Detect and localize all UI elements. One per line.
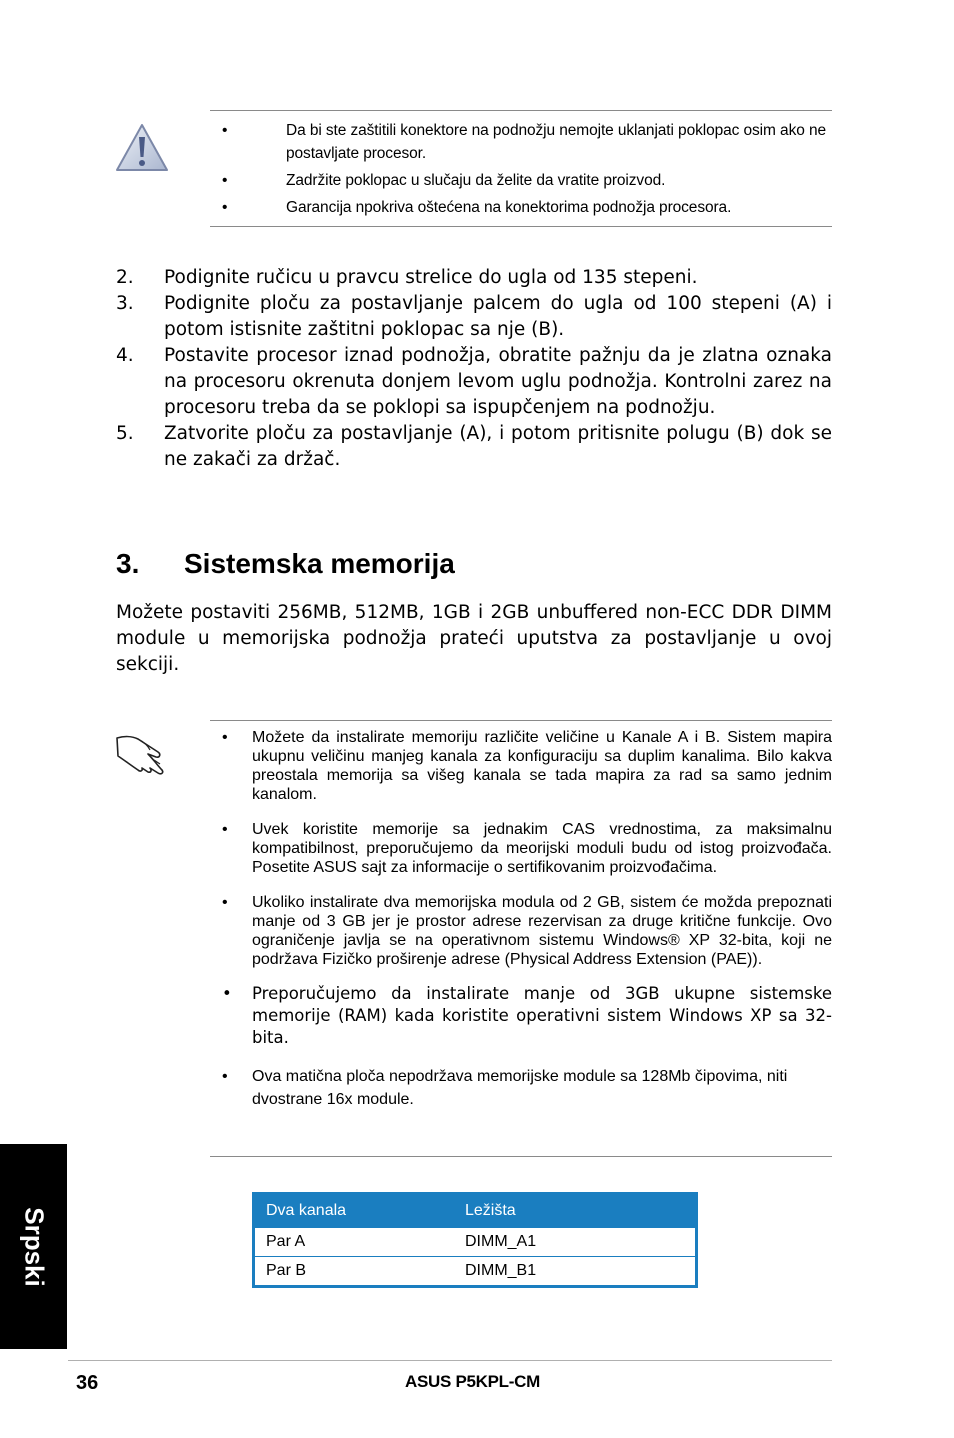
step-item: 3. Podignite ploču za postavljanje palcem do ugla od 100 stepeni (A) i potom istisnite zaštitni poklopac sa nje (B). — [116, 293, 832, 340]
table-cell: Par A — [266, 1233, 306, 1250]
caution-item: • Garancija npokriva oštećena na konektorima podnožja procesora. — [222, 199, 732, 216]
table-row — [255, 1256, 695, 1285]
note-bottom-rule — [210, 1156, 832, 1157]
table-header-cell: Dva kanala — [266, 1202, 347, 1219]
warning-triangle-icon — [114, 122, 170, 178]
caution-top-rule — [210, 110, 832, 111]
note-item: • Preporučujemo da instalirate manje od 3GB ukupne sistemske memorije (RAM) kada koristite operativni sistem Windows XP sa 32-bita. — [222, 984, 832, 1047]
note-item: • Ova matična ploča nepodržava memorijske module sa 128Mb čipovima, niti dvostrane 16x module. — [222, 1068, 788, 1108]
table-cell: DIMM_A1 — [465, 1233, 537, 1250]
language-label: Srpski — [19, 1206, 49, 1287]
footer-title: ASUS P5KPL-CM — [405, 1372, 540, 1391]
table-row — [255, 1227, 695, 1256]
section-title: Sistemska memorija — [184, 548, 455, 579]
step-item: 2. Podignite ručicu u pravcu strelice do ugla od 135 stepeni. — [116, 267, 698, 288]
hand-note-icon — [114, 730, 174, 780]
channel-slot-table — [252, 1192, 698, 1288]
note-item: • Možete da instalirate memoriju različite veličine u Kanale A i B. Sistem mapira ukupnu veličinu manjeg kanala za konfiguraciju sa duplim kanalima. Bilo kakva preostala memorija sa višeg kanala se tada mapira za rad sa samo jednim kanalom. — [222, 729, 832, 803]
note-top-rule — [210, 720, 832, 721]
note-item: • Ukoliko instalirate dva memorijska modula od 2 GB, sistem će možda prepoznati manje od 3 GB jer je prostor adrese rezervisan za druge kritične funkcije. Ovo ograničenje javlja se na operativnom sistemu Windows® XP 32-bita, koji ne podržava Fizičko proširenje adrese (Physical Address Extension (PAE)). — [222, 894, 832, 968]
note-list — [216, 728, 832, 1125]
footer-rule — [68, 1360, 832, 1361]
section-number: 3. — [116, 548, 140, 579]
caution-item: • Zadržite poklopac u slučaju da želite da vratite proizvod. — [222, 172, 666, 189]
caution-bottom-rule — [210, 226, 832, 227]
step-item: 4. Postavite procesor iznad podnožja, obratite pažnju da je zlatna oznaka na procesoru okrenuta donjem levom uglu podnožja. Kontrolni zarez na procesoru treba da se poklopi sa ispupčenjem na podnožju. — [116, 345, 832, 418]
caution-list — [216, 119, 832, 223]
language-side-tab — [0, 1144, 67, 1349]
table-cell: Par B — [266, 1262, 307, 1279]
table-header — [255, 1195, 695, 1227]
caution-item: • Da bi ste zaštitili konektore na podnožju nemojte uklanjati poklopac osim ako ne postavljate procesor. — [222, 122, 826, 162]
intro-paragraph: Možete postaviti 256MB, 512MB, 1GB i 2GB unbuffered non-ECC DDR DIMM module u memorijska podnožja prateći uputstva za postavljanje u ovoj sekciji. — [116, 602, 832, 675]
table-header-cell: Ležišta — [465, 1202, 516, 1219]
steps-list — [116, 265, 832, 473]
table-cell: DIMM_B1 — [465, 1262, 537, 1279]
note-item: • Uvek koristite memorije sa jednakim CAS vrednostima, za maksimalnu kompatibilnost, preporučujemo da meorijski moduli budu od istog proizvođača. Posetite ASUS sajt za informacije o sertifikovanim proizvođačima. — [222, 821, 832, 876]
page-number: 36 — [76, 1372, 99, 1394]
section-heading — [116, 548, 455, 580]
step-item: 5. Zatvorite ploču za postavljanje (A), i potom pritisnite polugu (B) dok se ne zakači za držač. — [116, 423, 832, 470]
